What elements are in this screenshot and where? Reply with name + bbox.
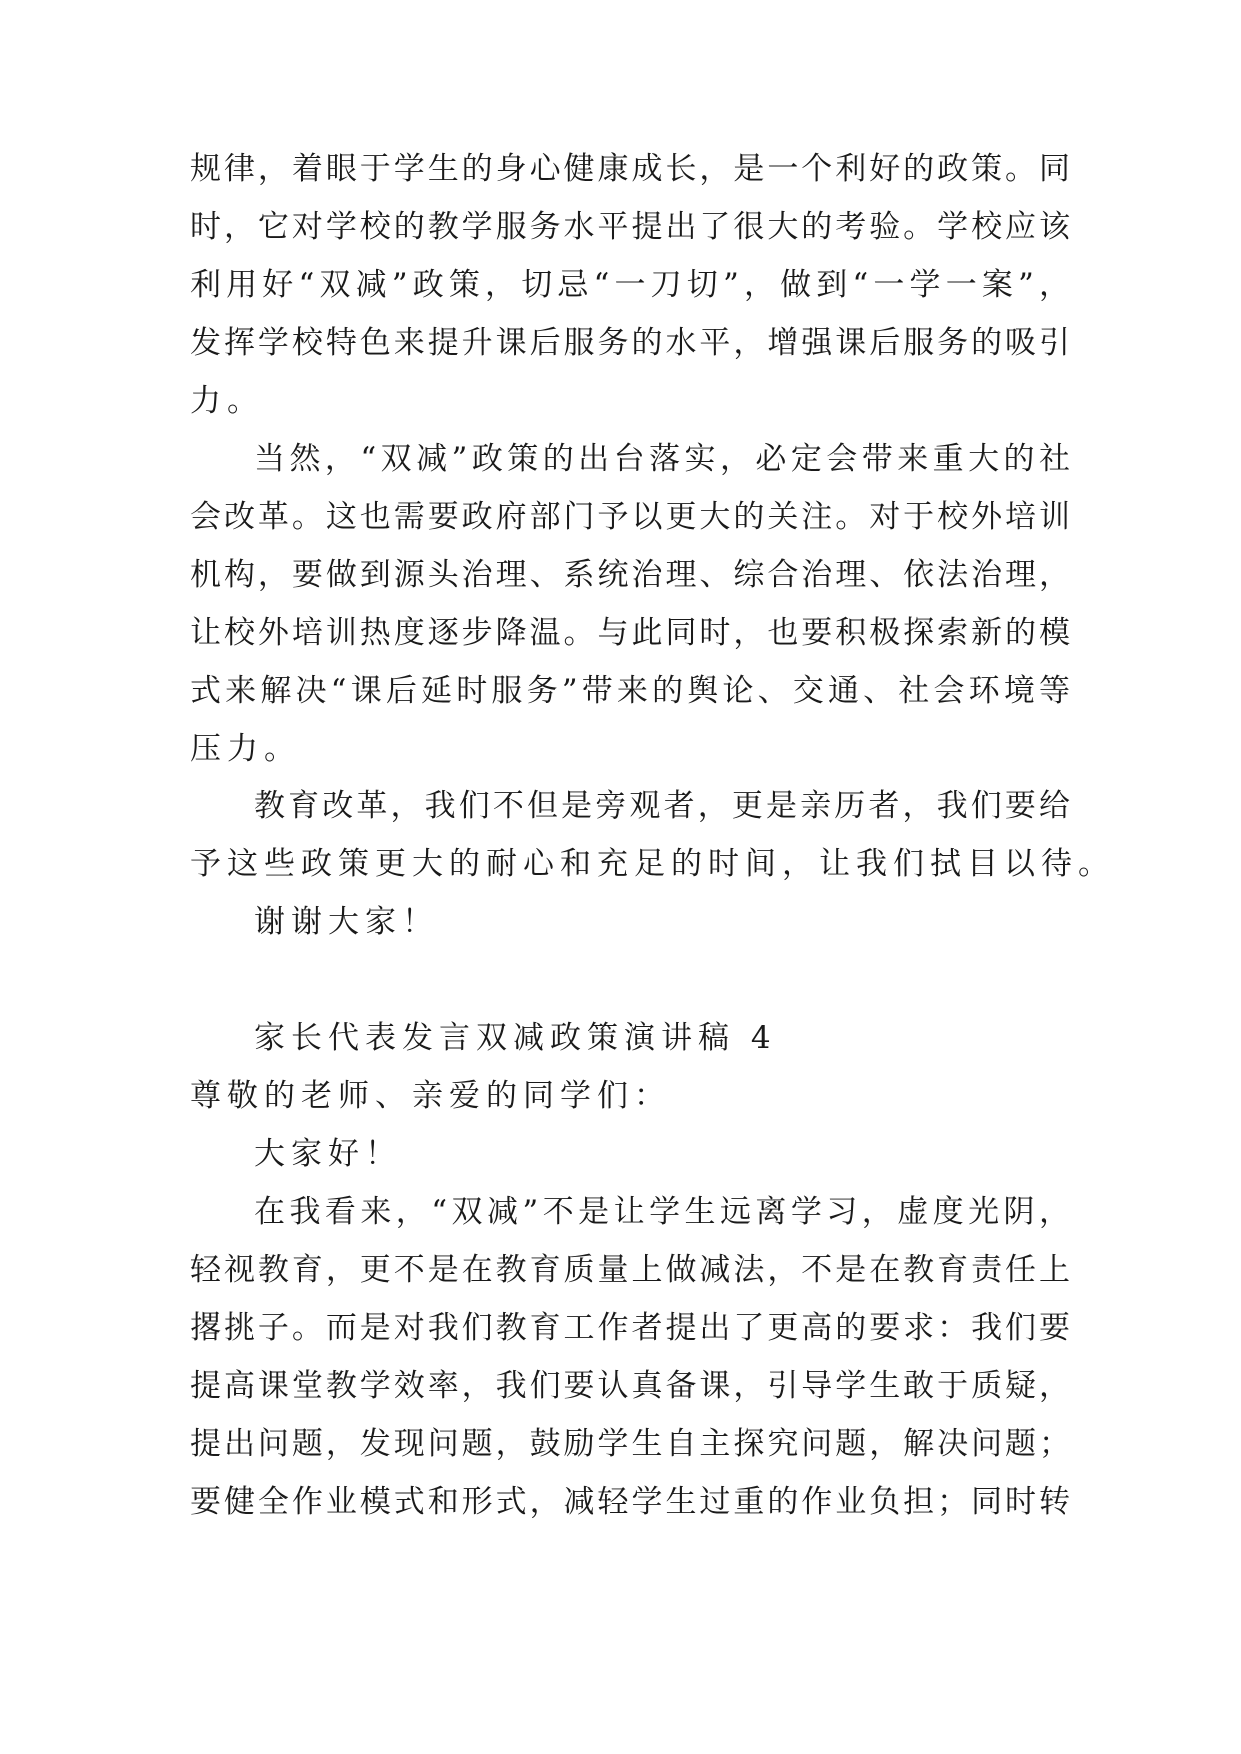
paragraph-line: 会改革。这也需要政府部门予以更大的关注。对于校外培训 [190, 499, 1070, 535]
paragraph-line: 压力。 [190, 731, 301, 767]
paragraph-line: 提出问题，发现问题，鼓励学生自主探究问题，解决问题； [190, 1426, 1070, 1462]
paragraph-line: 轻视教育，更不是在教育质量上做减法，不是在教育责任上 [190, 1252, 1070, 1288]
paragraph-line: 予这些政策更大的耐心和充足的时间，让我们拭目以待。 [190, 846, 1115, 882]
greeting: 大家好！ [254, 1136, 402, 1172]
paragraph-line: 提高课堂教学效率，我们要认真备课，引导学生敢于质疑， [190, 1368, 1070, 1404]
paragraph-line: 利用好“双减”政策，切忌“一刀切”，做到“一学一案”， [190, 267, 1070, 303]
closing-line: 谢谢大家！ [254, 904, 439, 940]
paragraph-line: 在我看来，“双减”不是让学生远离学习，虚度光阴， [254, 1194, 1070, 1230]
paragraph-line: 要健全作业模式和形式，减轻学生过重的作业负担；同时转 [190, 1484, 1070, 1520]
salutation: 尊敬的老师、亲爱的同学们： [190, 1078, 671, 1114]
paragraph-line: 规律，着眼于学生的身心健康成长，是一个利好的政策。同 [190, 151, 1070, 187]
paragraph-line: 发挥学校特色来提升课后服务的水平，增强课后服务的吸引 [190, 325, 1070, 361]
paragraph-line: 教育改革，我们不但是旁观者，更是亲历者，我们要给 [254, 788, 1070, 824]
paragraph-line: 式来解决“课后延时服务”带来的舆论、交通、社会环境等 [190, 673, 1070, 709]
paragraph-line: 机构，要做到源头治理、系统治理、综合治理、依法治理， [190, 557, 1070, 593]
paragraph-line: 撂挑子。而是对我们教育工作者提出了更高的要求：我们要 [190, 1310, 1070, 1346]
paragraph-line: 让校外培训热度逐步降温。与此同时，也要积极探索新的模 [190, 615, 1070, 651]
paragraph-line: 力。 [190, 383, 264, 419]
paragraph-line: 时，它对学校的教学服务水平提出了很大的考验。学校应该 [190, 209, 1070, 245]
paragraph-line: 当然，“双减”政策的出台落实，必定会带来重大的社 [254, 441, 1070, 477]
section-title: 家长代表发言双减政策演讲稿 4 [254, 1020, 777, 1056]
